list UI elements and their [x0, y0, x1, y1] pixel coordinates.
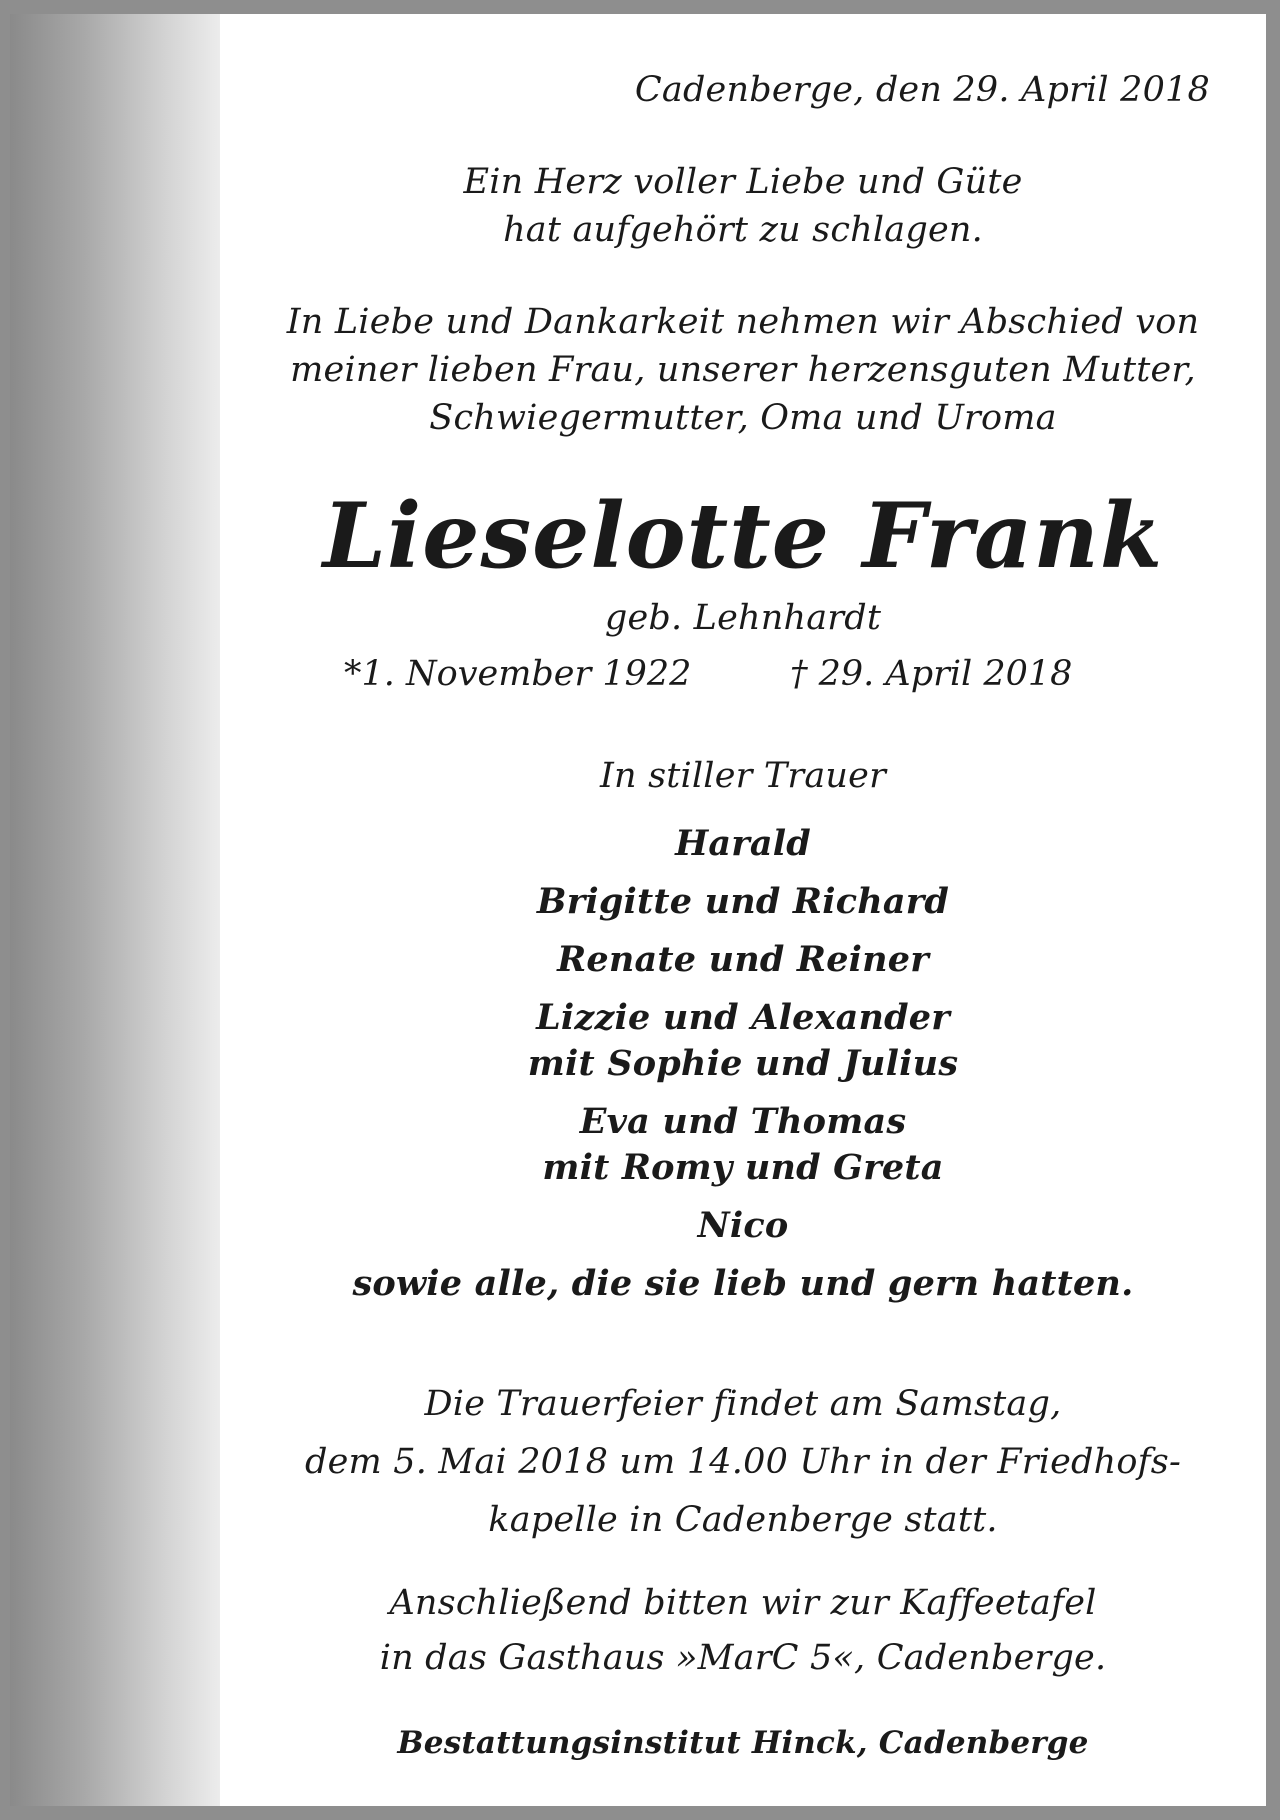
birth-date: *1. November 1922 — [344, 654, 692, 694]
birth-name: geb. Lehnhardt — [604, 598, 882, 638]
service-line-2: dem 5. Mai 2018 um 14.00 Uhr in der Friedhofs- — [305, 1442, 1181, 1482]
service-line-3: kapelle in Cadenberge statt. — [488, 1500, 998, 1540]
mourner-name: Renate und Reiner — [557, 939, 929, 980]
service-line-1: Die Trauerfeier findet am Samstag, — [424, 1384, 1062, 1424]
intro-line-2: hat aufgehört zu schlagen. — [503, 210, 983, 250]
death-date: † 29. April 2018 — [790, 654, 1073, 694]
undertaker: Bestattungsinstitut Hinck, Cadenberge — [397, 1725, 1089, 1761]
mourner-name: Nico — [697, 1205, 789, 1246]
intro-line-1: Ein Herz voller Liebe und Güte — [463, 162, 1023, 202]
farewell-line-3: Schwiegermutter, Oma und Uroma — [429, 398, 1057, 438]
mourner-name: mit Romy und Greta — [542, 1147, 944, 1188]
farewell-line-1: In Liebe und Dankarkeit nehmen wir Abschied von — [286, 302, 1200, 342]
mourner-name: Eva und Thomas — [579, 1101, 907, 1142]
mourner-name: Harald — [675, 823, 811, 864]
left-shadow — [10, 14, 220, 1806]
place-date: Cadenberge, den 29. April 2018 — [634, 70, 1210, 110]
deceased-name: Lieselotte Frank — [322, 483, 1164, 589]
farewell-line-2: meiner lieben Frau, unserer herzensguten Mutter, — [290, 350, 1196, 390]
reception-line-2: in das Gasthaus »MarC 5«, Cadenberge. — [379, 1638, 1107, 1678]
obituary-notice — [220, 14, 1266, 1806]
mourner-name: mit Sophie und Julius — [527, 1043, 959, 1084]
reception-line-1: Anschließend bitten wir zur Kaffeetafel — [389, 1583, 1097, 1623]
mourner-name: Lizzie und Alexander — [536, 997, 950, 1038]
mourners-closing: sowie alle, die sie lieb und gern hatten. — [352, 1263, 1134, 1304]
mourner-name: Brigitte und Richard — [536, 881, 950, 922]
mourning-heading: In stiller Trauer — [600, 756, 886, 796]
